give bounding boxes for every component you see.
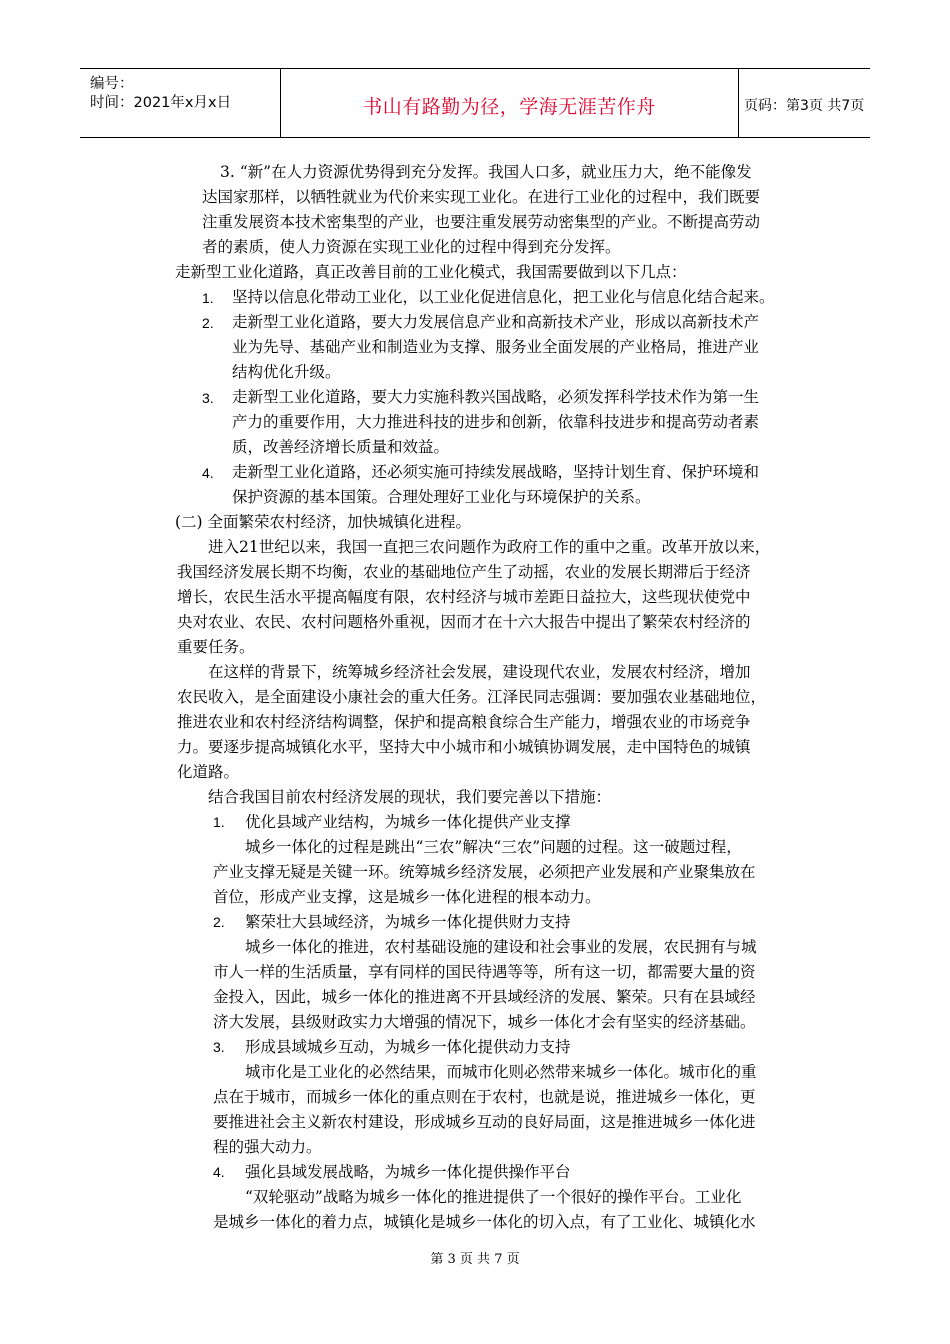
body-line: 者的素质，使人力资源在实现工业化的过程中得到充分发挥。 [202, 238, 621, 256]
body-line: 金投入，因此，城乡一体化的推进离不开县域经济的发展、繁荣。只有在县域经 [213, 988, 756, 1006]
body-line: 点在于城市，而城乡一体化的重点则在于农村，也就是说，推进城乡一体化，更 [213, 1088, 756, 1106]
body-line: 市人一样的生活质量，享有同样的国民待遇等等，所有这一切，都需要大量的资 [213, 963, 756, 981]
list-item-line: 质，改善经济增长质量和效益。 [232, 438, 450, 456]
list-item-line: 走新型工业化道路，还必须实施可持续发展战略，坚持计划生育、保护环境和 [232, 463, 760, 481]
body-line: 首位，形成产业支撑，这是城乡一体化进程的根本动力。 [213, 888, 601, 906]
body-line: 城乡一体化的推进，农村基础设施的建设和社会事业的发展，农民拥有与城 [245, 938, 757, 956]
list-item-title: 强化县域发展战略，为城乡一体化提供操作平台 [245, 1163, 571, 1181]
intro-line: 走新型工业化道路，真正改善目前的工业化模式，我国需要做到以下几点： [175, 263, 687, 281]
body-line: 在这样的背景下，统筹城乡经济社会发展，建设现代农业，发展农村经济，增加 [208, 663, 751, 681]
body-line: 3. “新”在人力资源优势得到充分发挥。我国人口多，就业压力大，绝不能像发 [220, 163, 752, 181]
section-heading: (二) 全面繁荣农村经济，加快城镇化进程。 [175, 513, 472, 531]
document-number-label: 编号： [90, 76, 134, 92]
body-line: 程的强大动力。 [213, 1138, 322, 1156]
body-line: 达国家那样，以牺牲就业为代价来实现工业化。在进行工业化的过程中，我们既要 [202, 188, 761, 206]
list-item-title: 形成县域城乡互动，为城乡一体化提供动力支持 [245, 1038, 571, 1056]
header-page-info: 页码：第3页 共7页 [744, 98, 865, 114]
header-right-cell [738, 69, 870, 137]
list-item-line: 走新型工业化道路，要大力实施科教兴国战略，必须发挥科学技术作为第一生 [232, 388, 760, 406]
page-footer: 第 3 页 共 7 页 [430, 1252, 520, 1267]
body-line: 增长，农民生活水平提高幅度有限，农村经济与城市差距日益拉大，这些现状使党中 [177, 588, 751, 606]
body-line: 我国经济发展长期不均衡，农业的基础地位产生了动摇，农业的发展长期滞后于经济 [177, 563, 751, 581]
body-line: 城市化是工业化的必然结果，而城市化则必然带来城乡一体化。城市化的重 [245, 1063, 757, 1081]
list-number: 1. [213, 814, 225, 830]
body-line: 要推进社会主义新农村建设，形成城乡互动的良好局面，这是推进城乡一体化进 [213, 1113, 756, 1131]
body-line: 产业支撑无疑是关键一环。统筹城乡经济发展，必须把产业发展和产业聚集放在 [213, 863, 756, 881]
header-motto: 书山有路勤为径，学海无涯苦作舟 [363, 96, 656, 118]
list-item-line: 保护资源的基本国策。合理处理好工业化与环境保护的关系。 [232, 488, 651, 506]
list-item-line: 走新型工业化道路，要大力发展信息产业和高新技术产业，形成以高新技术产 [232, 313, 760, 331]
body-line: 结合我国目前农村经济发展的现状，我们要完善以下措施： [208, 788, 612, 806]
list-number: 4. [213, 1164, 225, 1180]
list-number: 2. [213, 914, 225, 930]
list-item-line: 业为先导、基础产业和制造业为支撑、服务业全面发展的产业格局，推进产业 [232, 338, 760, 356]
body-line: 重要任务。 [177, 638, 255, 656]
list-item-line: 结构优化升级。 [232, 363, 341, 381]
body-line: 注重发展资本技术密集型的产业，也要注重发展劳动密集型的产业。不断提高劳动 [202, 213, 761, 231]
list-number: 2. [202, 315, 214, 331]
header-left-cell [80, 69, 280, 137]
list-item-title: 优化县域产业结构，为城乡一体化提供产业支撑 [245, 813, 571, 831]
body-line: 城乡一体化的过程是跳出“三农”解决“三农”问题的过程。这一破题过程， [245, 838, 742, 856]
body-line: 进入21世纪以来，我国一直把三农问题作为政府工作的重中之重。改革开放以来， [208, 538, 771, 556]
document-date: 时间：2021年x月x日 [90, 95, 232, 111]
body-line: “双轮驱动”战略为城乡一体化的推进提供了一个很好的操作平台。工业化 [245, 1188, 742, 1206]
list-number: 3. [202, 390, 214, 406]
body-line: 农民收入，是全面建设小康社会的重大任务。江泽民同志强调：要加强农业基础地位， [177, 688, 767, 706]
body-line: 是城乡一体化的着力点，城镇化是城乡一体化的切入点，有了工业化、城镇化水 [213, 1213, 756, 1231]
list-item-title: 繁荣壮大县域经济，为城乡一体化提供财力支持 [245, 913, 571, 931]
list-number: 3. [213, 1039, 225, 1055]
list-item-line: 坚持以信息化带动工业化，以工业化促进信息化，把工业化与信息化结合起来。 [232, 288, 775, 306]
header-center-cell [280, 69, 739, 137]
list-number: 1. [202, 290, 214, 306]
body-line: 化道路。 [177, 763, 240, 781]
header-table [80, 68, 870, 138]
body-line: 央对农业、农民、农村问题格外重视，因而才在十六大报告中提出了繁荣农村经济的 [177, 613, 751, 631]
list-item-line: 产力的重要作用，大力推进科技的进步和创新，依靠科技进步和提高劳动者素 [232, 413, 760, 431]
body-line: 力。要逐步提高城镇化水平，坚持大中小城市和小城镇协调发展，走中国特色的城镇 [177, 738, 751, 756]
body-line: 济大发展，县级财政实力大增强的情况下，城乡一体化才会有坚实的经济基础。 [213, 1013, 756, 1031]
list-number: 4. [202, 465, 214, 481]
body-line: 推进农业和农村经济结构调整，保护和提高粮食综合生产能力，增强农业的市场竞争 [177, 713, 751, 731]
